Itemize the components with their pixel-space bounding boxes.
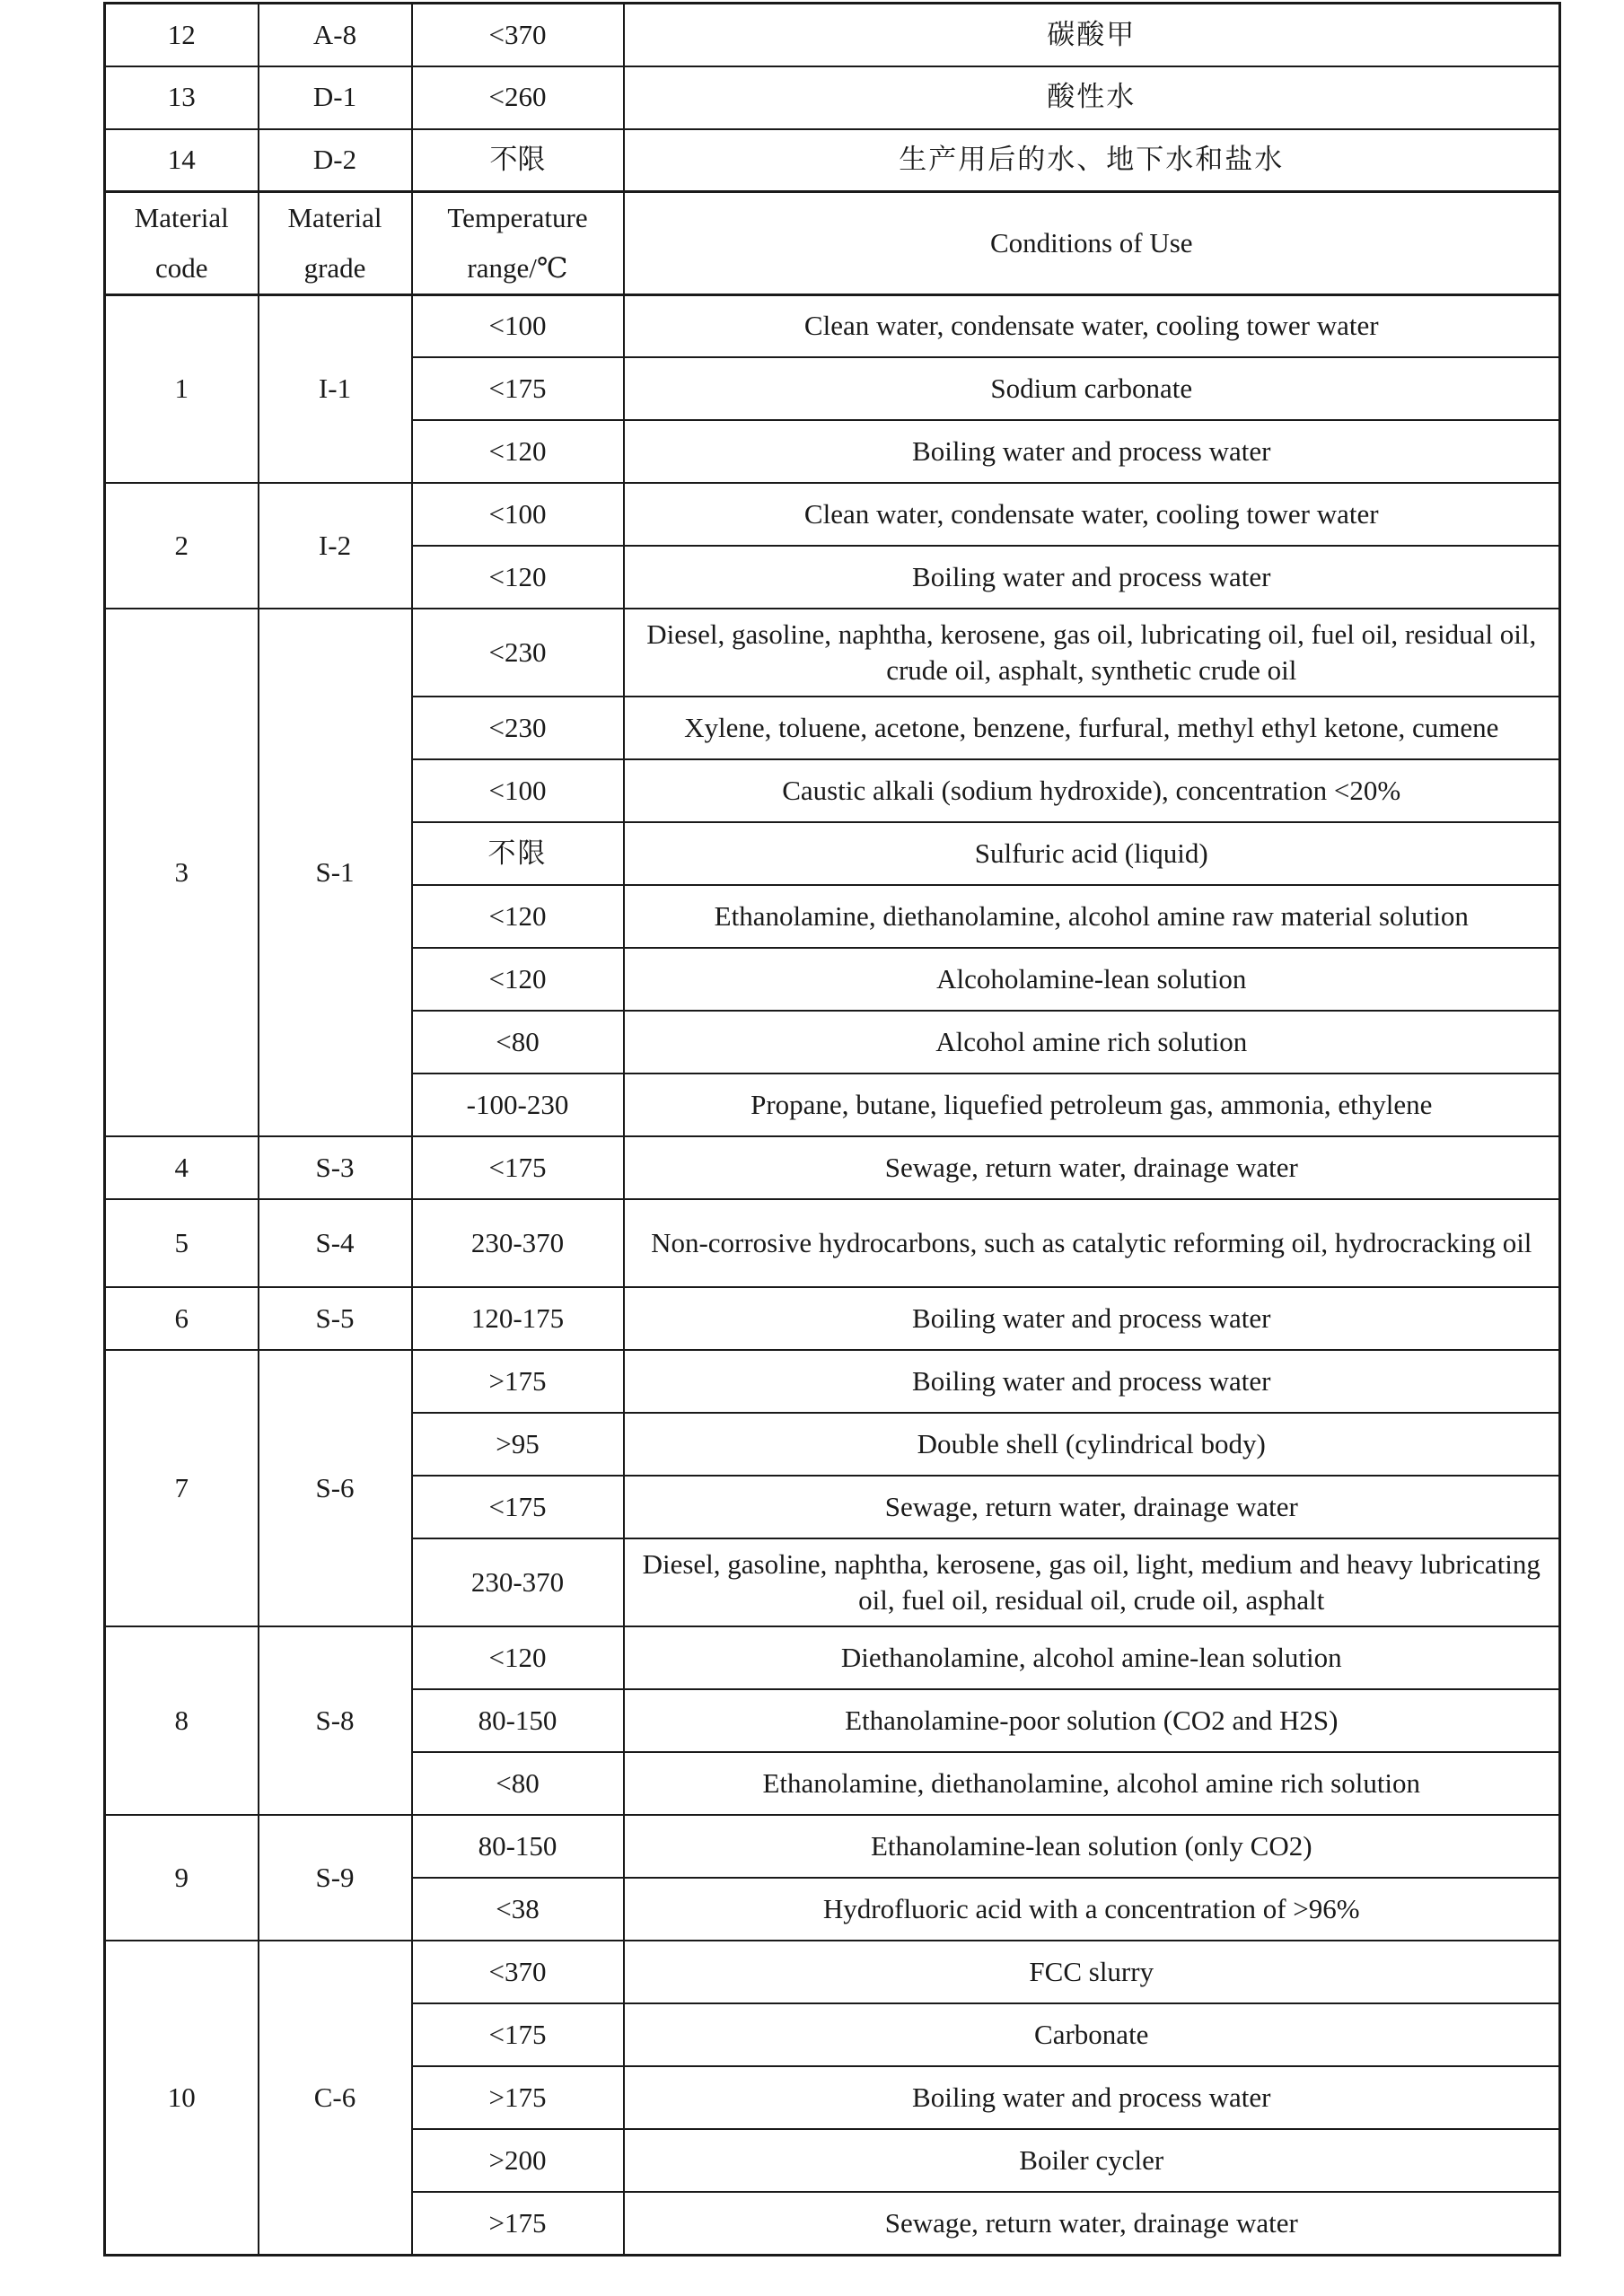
temperature-cell: <175 [412, 357, 624, 420]
condition-cell: Ethanolamine, diethanolamine, alcohol amine raw material solution [624, 885, 1560, 948]
material-grade-cell: I-1 [259, 294, 412, 483]
header-temperature-range: Temperature range/℃ [412, 192, 624, 295]
temperature-cell: <120 [412, 885, 624, 948]
temperature-cell: 80-150 [412, 1815, 624, 1878]
material-code-cell: 5 [105, 1199, 259, 1287]
temperature-cell: 230-370 [412, 1199, 624, 1287]
materials-table [103, 2, 1561, 2257]
material-grade-cell: D-1 [259, 66, 412, 129]
material-code-cell: 14 [105, 129, 259, 192]
temperature-cell: <120 [412, 1626, 624, 1689]
condition-cell: Boiling water and process water [624, 546, 1560, 609]
temperature-cell: <100 [412, 483, 624, 546]
material-grade-cell: S-3 [259, 1136, 412, 1199]
table-row [105, 294, 1560, 357]
material-code-cell: 6 [105, 1287, 259, 1350]
table-row [105, 129, 1560, 192]
temperature-cell: <370 [412, 1941, 624, 2003]
condition-cell: Boiling water and process water [624, 420, 1560, 483]
condition-cell: Double shell (cylindrical body) [624, 1413, 1560, 1476]
table-row [105, 1136, 1560, 1199]
header-material-code: Material code [105, 192, 259, 295]
table-row [105, 1626, 1560, 1689]
material-grade-cell: S-8 [259, 1626, 412, 1815]
condition-cell: Ethanolamine, diethanolamine, alcohol amine rich solution [624, 1752, 1560, 1815]
material-code-cell: 12 [105, 4, 259, 66]
table-row [105, 1287, 1560, 1350]
condition-cell: Sewage, return water, drainage water [624, 1476, 1560, 1538]
temperature-cell: >175 [412, 2066, 624, 2129]
condition-cell: 生产用后的水、地下水和盐水 [624, 129, 1560, 192]
table-row [105, 483, 1560, 546]
table-top-rows [105, 4, 1560, 192]
material-code-cell: 1 [105, 294, 259, 483]
material-code-cell: 3 [105, 609, 259, 1136]
temperature-cell: -100-230 [412, 1074, 624, 1136]
material-grade-cell: D-2 [259, 129, 412, 192]
material-grade-cell: S-6 [259, 1350, 412, 1626]
condition-cell: Carbonate [624, 2003, 1560, 2066]
material-code-cell: 7 [105, 1350, 259, 1626]
condition-cell: Diethanolamine, alcohol amine-lean solution [624, 1626, 1560, 1689]
condition-cell: Boiling water and process water [624, 1287, 1560, 1350]
condition-cell: Caustic alkali (sodium hydroxide), concentration <20% [624, 759, 1560, 822]
condition-cell: Diesel, gasoline, naphtha, kerosene, gas oil, lubricating oil, fuel oil, residual oil, crude oil, asphalt, synthetic crude oil [624, 609, 1560, 697]
condition-cell: Boiling water and process water [624, 1350, 1560, 1413]
temperature-cell: <80 [412, 1011, 624, 1074]
table-row [105, 1815, 1560, 1878]
temperature-cell: 80-150 [412, 1689, 624, 1752]
temperature-cell: >95 [412, 1413, 624, 1476]
material-grade-cell: A-8 [259, 4, 412, 66]
material-code-cell: 8 [105, 1626, 259, 1815]
temperature-cell: <175 [412, 1476, 624, 1538]
material-grade-cell: I-2 [259, 483, 412, 609]
table-header-section [105, 192, 1560, 295]
material-grade-cell: S-5 [259, 1287, 412, 1350]
condition-cell: Xylene, toluene, acetone, benzene, furfural, methyl ethyl ketone, cumene [624, 697, 1560, 759]
condition-cell: Boiling water and process water [624, 2066, 1560, 2129]
temperature-cell: <260 [412, 66, 624, 129]
material-code-cell: 13 [105, 66, 259, 129]
condition-cell: Diesel, gasoline, naphtha, kerosene, gas oil, light, medium and heavy lubricating oil, fuel oil, residual oil, crude oil, asphalt [624, 1538, 1560, 1626]
condition-cell: Sulfuric acid (liquid) [624, 822, 1560, 885]
condition-cell: Clean water, condensate water, cooling tower water [624, 294, 1560, 357]
condition-cell: Non-corrosive hydrocarbons, such as catalytic reforming oil, hydrocracking oil [624, 1199, 1560, 1287]
condition-cell: Propane, butane, liquefied petroleum gas, ammonia, ethylene [624, 1074, 1560, 1136]
condition-cell: Sewage, return water, drainage water [624, 1136, 1560, 1199]
table-row [105, 1199, 1560, 1287]
table-row [105, 1350, 1560, 1413]
temperature-cell: >200 [412, 2129, 624, 2192]
material-code-cell: 2 [105, 483, 259, 609]
temperature-cell: <120 [412, 420, 624, 483]
condition-cell: Boiler cycler [624, 2129, 1560, 2192]
temperature-cell: <120 [412, 948, 624, 1011]
material-grade-cell: S-4 [259, 1199, 412, 1287]
condition-cell: Alcohol amine rich solution [624, 1011, 1560, 1074]
condition-cell: Hydrofluoric acid with a concentration of >96% [624, 1878, 1560, 1941]
material-code-cell: 9 [105, 1815, 259, 1941]
condition-cell: Ethanolamine-lean solution (only CO2) [624, 1815, 1560, 1878]
temperature-cell: >175 [412, 1350, 624, 1413]
table-row [105, 609, 1560, 697]
material-grade-cell: S-9 [259, 1815, 412, 1941]
temperature-cell: >175 [412, 2192, 624, 2255]
temperature-cell: 120-175 [412, 1287, 624, 1350]
temperature-cell: <38 [412, 1878, 624, 1941]
table-row [105, 4, 1560, 66]
table-header-row [105, 192, 1560, 295]
condition-cell: 酸性水 [624, 66, 1560, 129]
temperature-cell: <100 [412, 759, 624, 822]
header-conditions-of-use: Conditions of Use [624, 192, 1560, 295]
header-material-grade: Material grade [259, 192, 412, 295]
temperature-cell: <230 [412, 609, 624, 697]
condition-cell: Sewage, return water, drainage water [624, 2192, 1560, 2255]
temperature-cell: 230-370 [412, 1538, 624, 1626]
table-row [105, 66, 1560, 129]
temperature-cell: 不限 [412, 822, 624, 885]
condition-cell: Alcoholamine-lean solution [624, 948, 1560, 1011]
temperature-cell: <175 [412, 1136, 624, 1199]
table-body-rows [105, 294, 1560, 2255]
condition-cell: Ethanolamine-poor solution (CO2 and H2S) [624, 1689, 1560, 1752]
condition-cell: 碳酸甲 [624, 4, 1560, 66]
temperature-cell: <230 [412, 697, 624, 759]
temperature-cell: <120 [412, 546, 624, 609]
condition-cell: Sodium carbonate [624, 357, 1560, 420]
material-code-cell: 4 [105, 1136, 259, 1199]
temperature-cell: 不限 [412, 129, 624, 192]
condition-cell: FCC slurry [624, 1941, 1560, 2003]
temperature-cell: <80 [412, 1752, 624, 1815]
table-row [105, 1941, 1560, 2003]
temperature-cell: <100 [412, 294, 624, 357]
material-code-cell: 10 [105, 1941, 259, 2255]
material-grade-cell: S-1 [259, 609, 412, 1136]
temperature-cell: <370 [412, 4, 624, 66]
material-grade-cell: C-6 [259, 1941, 412, 2255]
temperature-cell: <175 [412, 2003, 624, 2066]
condition-cell: Clean water, condensate water, cooling tower water [624, 483, 1560, 546]
